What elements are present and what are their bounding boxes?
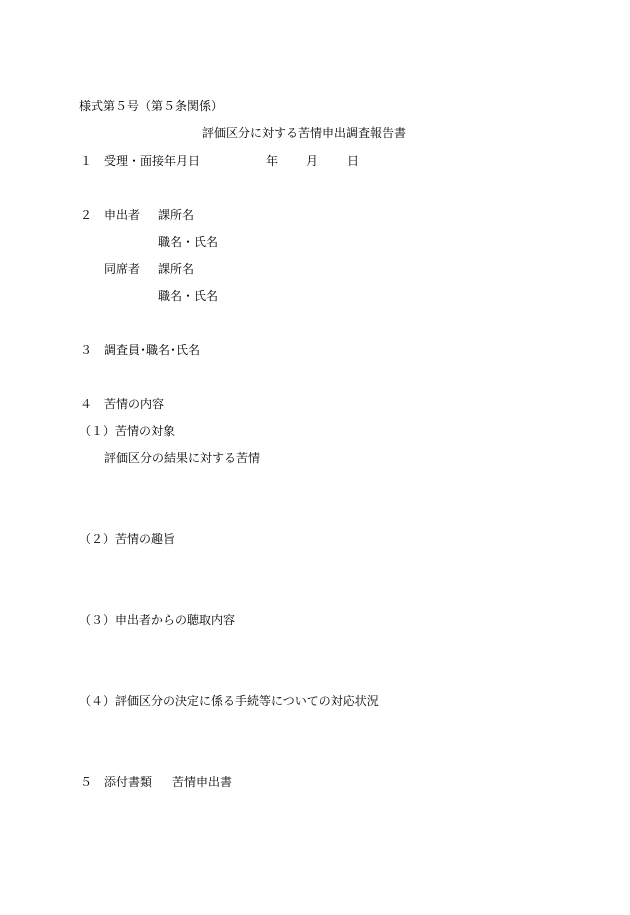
item3-number: ３ [80,343,93,357]
form-label: 様式第５号（第５条関係） [79,99,224,113]
applicant-label: 申出者 [104,208,141,222]
item5-label: 添付書類 [104,775,153,789]
item1-month: 月 [306,154,319,168]
item4-sub1-label: （１）苦情の対象 [79,424,176,438]
item1-year: 年 [266,154,279,168]
applicant-title-name: 職名・氏名 [158,235,219,249]
item2-number: ２ [80,208,93,222]
item4-sub2-label: （２）苦情の趣旨 [79,532,176,546]
item4-sub4-label: （４）評価区分の決定に係る手続等についての対応状況 [79,694,379,708]
applicant-dept: 課所名 [158,208,195,222]
item3-label: 調査員･職名･氏名 [104,343,201,357]
item4-sub3-label: （３）申出者からの聴取内容 [79,613,236,627]
item5-content: 苦情申出書 [172,775,233,789]
item4-number: ４ [80,397,93,411]
item1-day: 日 [347,154,360,168]
item4-sub1-content: 評価区分の結果に対する苦情 [104,451,261,465]
item1-label: 受理・面接年月日 [104,154,201,168]
attendee-title-name: 職名・氏名 [158,289,219,303]
attendee-dept: 課所名 [158,262,195,276]
document-title: 評価区分に対する苦情申出調査報告書 [202,126,407,140]
item4-label: 苦情の内容 [104,397,165,411]
item1-number: １ [80,154,93,168]
attendee-label: 同席者 [104,262,141,276]
item5-number: ５ [80,775,93,789]
